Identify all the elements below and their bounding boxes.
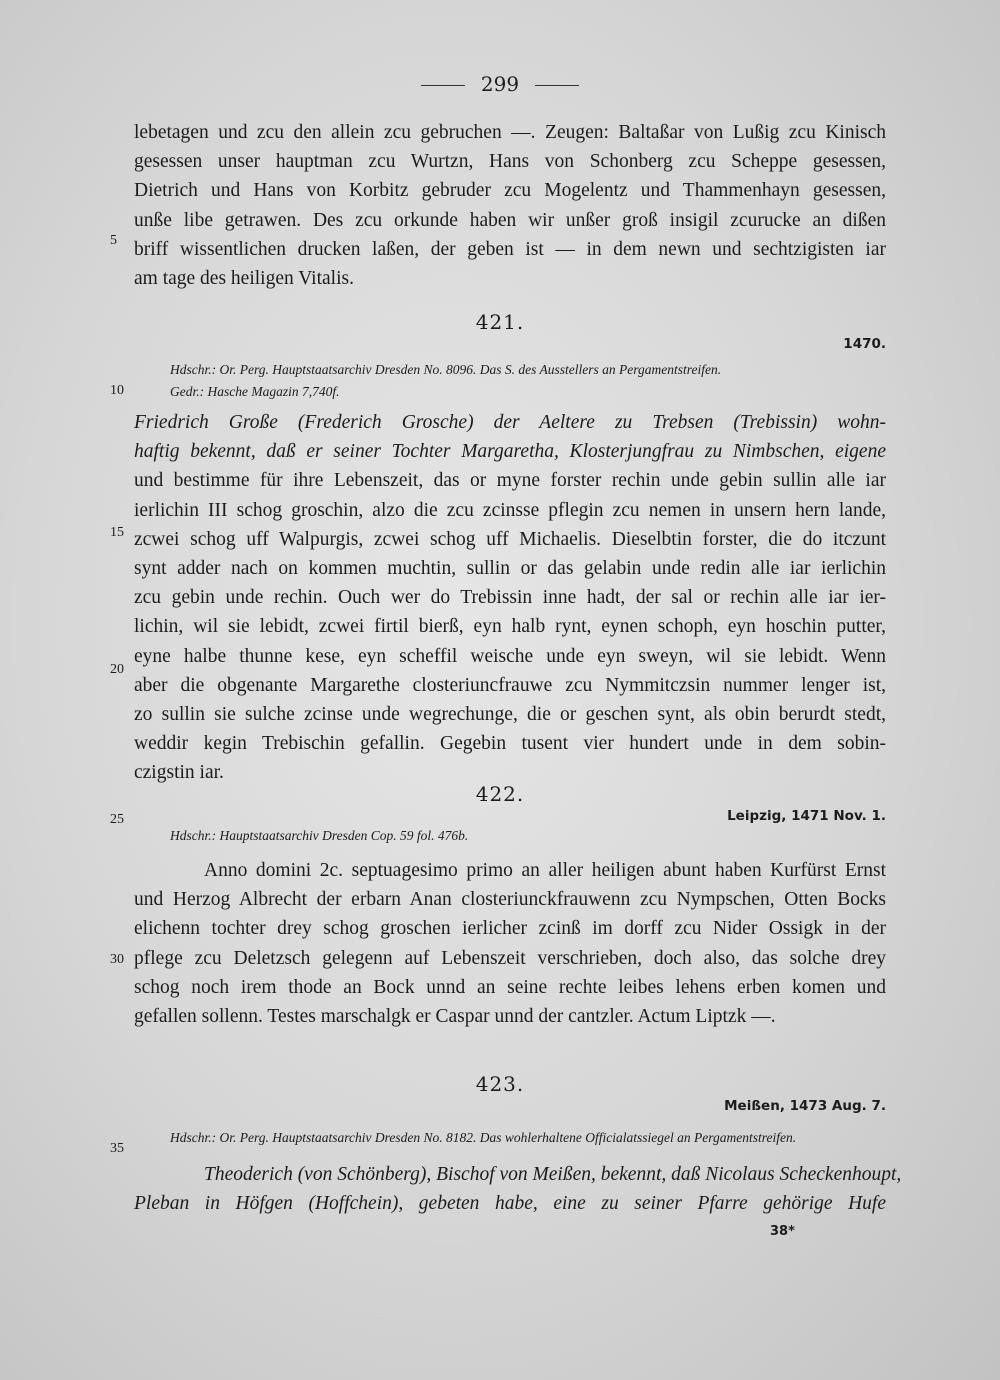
text-line: czigstin iar. (134, 762, 224, 784)
line-number: 35 (110, 1141, 124, 1156)
entry-number: 423. (475, 1072, 525, 1096)
text-line: Friedrich Große (Frederich Grosche) der Aeltere zu Trebsen (Trebissin) wohn- (134, 412, 886, 433)
text-line: lichin, wil sie lebidt, zcwei firtil bierß, eyn halb rynt, eynen schoph, eyn hoschin putter, (134, 616, 886, 638)
text-line: Theoderich (von Schönberg), Bischof von Meißen, bekennt, daß Nicolaus Scheckenhoupt, (204, 1164, 902, 1185)
signature-mark: 38* (770, 1224, 795, 1239)
entry-number: 421. (475, 310, 525, 334)
text-line: elichenn tochter drey schog groschen ierlicher zcinß im dorff zcu Nider Ossigk in der (134, 918, 886, 940)
entry-number: 422. (475, 782, 525, 806)
line-number: 10 (110, 383, 124, 398)
text-line: weddir kegin Trebischin gefallin. Gegebin tusent vier hundert unde in dem sobin- (134, 733, 886, 755)
text-line: ierlichin III schog groschin, alzo die zcu zcinsse pflegin zcu nemen in unsern hern lande, (134, 499, 886, 521)
text-line: eyne halbe thunne kese, eyn scheffil weische unde eyn sweyn, wil sie lebidt. Wenn (134, 645, 886, 667)
text-line: und bestimme für ihre Lebenszeit, das or myne forster rechin unde gebin sullin alle iar (134, 470, 886, 492)
line-number: 5 (110, 233, 117, 248)
text-line: und Herzog Albrecht der erbarn Anan closteriunckfrauwenn zcu Nympschen, Otten Bocks (134, 889, 886, 911)
page-header (0, 72, 1000, 96)
text-line: zcwei schog uff Walpurgis, zcwei schog uff Michaelis. Dieselbtin forster, die do itczunt (134, 528, 886, 550)
source-line: Hdschr.: Or. Perg. Hauptstaatsarchiv Dresden No. 8182. Das wohlerhaltene Officialatssiegel an Pergamentstreifen. (170, 1130, 797, 1145)
text-line: schog noch irem thode an Bock unnd an seine rechte leibes lehens erben komen und (134, 976, 886, 998)
entry-date: 1470. (843, 336, 886, 352)
entry-423-text (134, 1160, 902, 1218)
intro-line: Dietrich und Hans von Korbitz gebruder zcu Mogelentz und Thammenhayn gesessen, (134, 180, 886, 202)
source-line: Gedr.: Hasche Magazin 7,740f. (170, 384, 340, 399)
text-line: Anno domini 2c. septuagesimo primo an aller heiligen abunt haben Kurfürst Ernst (204, 860, 886, 881)
text-line: Pleban in Höfgen (Hoffchein), gebeten habe, eine zu seiner Pfarre gehörige Hufe (134, 1193, 886, 1215)
intro-line: am tage des heiligen Vitalis. (134, 268, 354, 290)
text-line: zo sullin sie sulche zcinse unde wegrechunge, die or geschen synt, als obin berurdt stedt, (134, 704, 886, 726)
source-line: Hdschr.: Hauptstaatsarchiv Dresden Cop. 59 fol. 476b. (170, 828, 469, 843)
text-line: pflege zcu Deletzsch gelegenn auf Lebenszeit verschrieben, doch also, das solche drey (134, 947, 886, 969)
entry-date: Meißen, 1473 Aug. 7. (724, 1098, 886, 1114)
header-rule-right (535, 85, 579, 86)
intro-line: gesessen unser hauptman zcu Wurtzn, Hans von Schonberg zcu Scheppe gesessen, (134, 151, 886, 173)
header-rule-left (421, 85, 465, 86)
intro-paragraph (134, 118, 886, 293)
intro-line: unße libe getrawen. Des zcu orkunde haben wir unßer groß insigil zcurucke an dißen (134, 209, 886, 231)
intro-line: lebetagen und zcu den allein zcu gebruchen —. Zeugen: Baltaßar von Lußig zcu Kinisch (134, 122, 886, 143)
text-line: aber die obgenante Margarethe closteriuncfrauwe zcu Nymmitczsin nummer lenger ist, (134, 674, 886, 696)
intro-line: briff wissentlichen drucken laßen, der geben ist — in dem newn und sechtzigisten iar (134, 238, 886, 260)
text-line: haftig bekennt, daß er seiner Tochter Margaretha, Klosterjungfrau zu Nimbschen, eigene (134, 441, 886, 463)
entry-date: Leipzig, 1471 Nov. 1. (727, 808, 886, 824)
line-number: 15 (110, 525, 124, 540)
line-number: 25 (110, 812, 124, 827)
text-line: synt adder nach on kommen muchtin, sullin or das gelabin unde redin alle iar ierlichin (134, 558, 886, 580)
line-number: 20 (110, 662, 124, 677)
text-line: zcu gebin unde rechin. Ouch wer do Trebissin inne hadt, der sal or rechin alle iar ier- (134, 587, 886, 609)
entry-421-text (134, 408, 886, 788)
source-line: Hdschr.: Or. Perg. Hauptstaatsarchiv Dresden No. 8096. Das S. des Ausstellers an Pergamentstreifen. (170, 362, 722, 377)
entry-422-text (134, 856, 886, 1031)
text-line: gefallen sollenn. Testes marschalgk er Caspar unnd der cantzler. Actum Liptzk —. (134, 1006, 776, 1028)
line-number: 30 (110, 952, 124, 967)
page-number: 299 (480, 72, 520, 96)
